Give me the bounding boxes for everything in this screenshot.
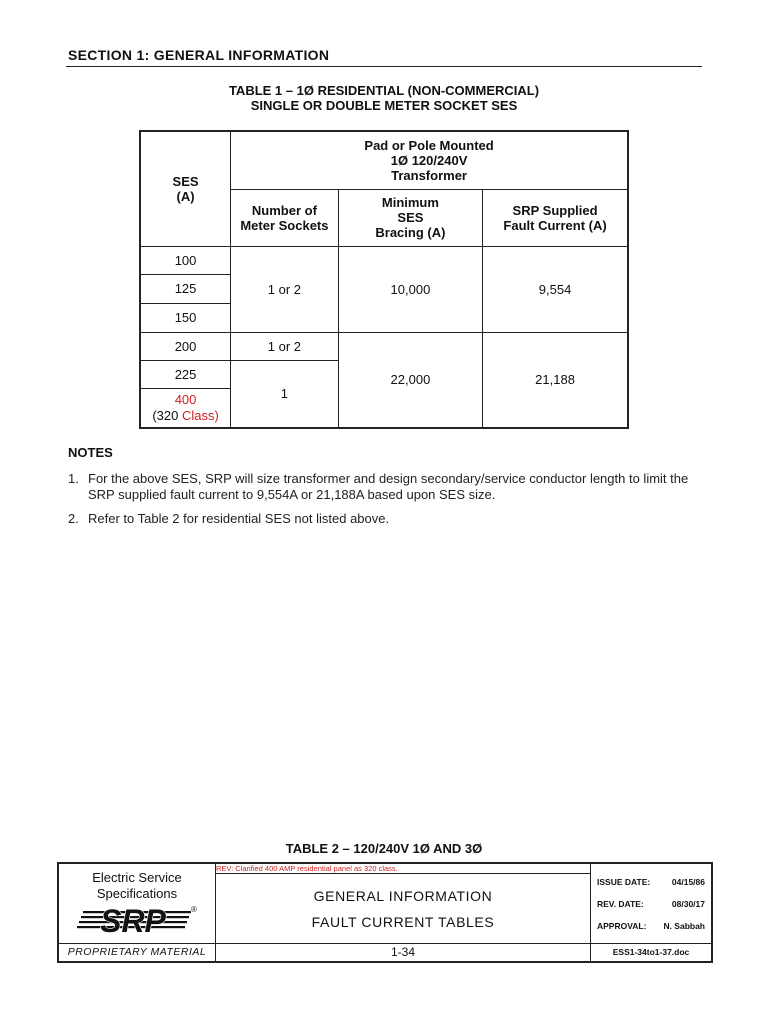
sockets-value: 1 or 2 xyxy=(231,332,339,360)
bracing-header: Minimum SES Bracing (A) xyxy=(338,189,482,246)
revision-note: REV: Clarified 400 AMP residential panel as 320 class. xyxy=(216,863,591,874)
bracing-value: 22,000 xyxy=(338,332,482,428)
file-name: ESS1-34to1-37.doc xyxy=(591,944,713,962)
org-name-line1: Electric Service xyxy=(92,869,182,885)
table1-title-line2: SINGLE OR DOUBLE METER SOCKET SES xyxy=(250,98,518,113)
section-divider xyxy=(66,66,702,67)
doc-metadata xyxy=(591,863,713,944)
transformer-group-header: Pad or Pole Mounted 1Ø 120/240V Transformer xyxy=(231,131,628,189)
org-name-line2: Specifications xyxy=(96,885,178,901)
ses-value-revised xyxy=(140,388,231,428)
issue-date-row: ISSUE DATE: 04/15/86 xyxy=(597,876,705,887)
svg-text:®: ® xyxy=(191,904,197,914)
page-number: 1-34 xyxy=(216,944,591,962)
svg-text:SRP: SRP xyxy=(100,902,166,938)
organization-block xyxy=(58,863,216,944)
fault-value: 9,554 xyxy=(483,246,628,332)
ses-value: 225 xyxy=(140,360,231,388)
ses-value: 150 xyxy=(140,303,231,332)
sockets-value: 1 xyxy=(231,360,339,428)
ses-value-400: 400 xyxy=(174,391,197,407)
ses-header: SES (A) xyxy=(140,131,231,246)
ses-value: 200 xyxy=(140,332,231,360)
ses-class-note: (320 Class) xyxy=(152,407,219,423)
proprietary-label: PROPRIETARY MATERIAL xyxy=(58,944,216,962)
note-item: 2. Refer to Table 2 for residential SES not listed above. xyxy=(68,511,390,526)
approval-row: APPROVAL: N. Sabbah xyxy=(597,920,705,931)
fault-value: 21,188 xyxy=(483,332,628,428)
table2-title: TABLE 2 – 120/240V 1Ø AND 3Ø xyxy=(285,841,483,856)
ses-value: 100 xyxy=(140,246,231,274)
table1-title-line1: TABLE 1 – 1Ø RESIDENTIAL (NON-COMMERCIAL) xyxy=(228,83,540,98)
rev-date-row: REV. DATE: 08/30/17 xyxy=(597,898,705,909)
sockets-value: 1 or 2 xyxy=(231,246,339,332)
section-title: SECTION 1: GENERAL INFORMATION xyxy=(68,47,330,63)
ses-value: 125 xyxy=(140,274,231,303)
bracing-value: 10,000 xyxy=(338,246,482,332)
note-item: 1. For the above SES, SRP will size transformer and design secondary/service conductor length to limit the SRP supplied fault current to 9,554A or 21,188A based upon SES size. xyxy=(68,471,689,502)
document-title: GENERAL INFORMATION FAULT CURRENT TABLES xyxy=(216,874,591,944)
fault-current-table xyxy=(139,130,629,429)
srp-logo xyxy=(59,902,215,938)
meter-sockets-header: Number of Meter Sockets xyxy=(231,189,339,246)
notes-title: NOTES xyxy=(68,445,113,460)
fault-current-header: SRP Supplied Fault Current (A) xyxy=(483,189,628,246)
title-block xyxy=(57,862,713,963)
